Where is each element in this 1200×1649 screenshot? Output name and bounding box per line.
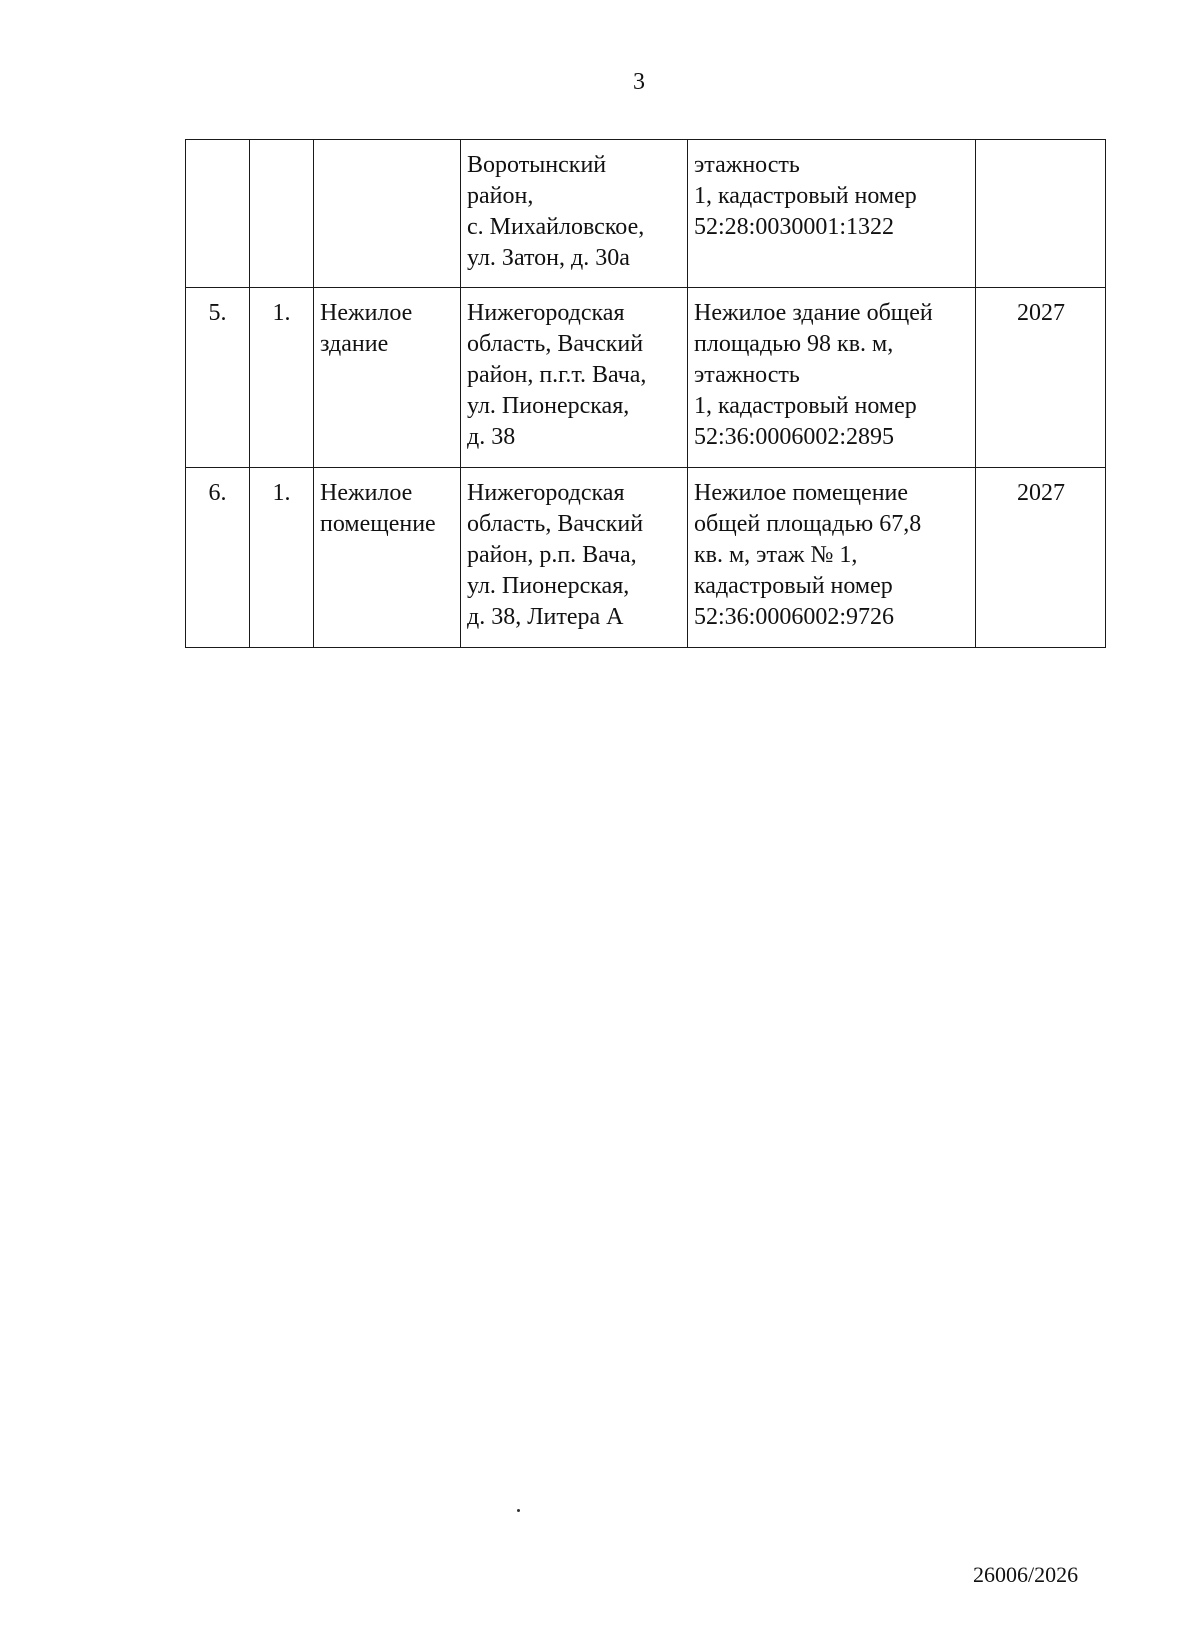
property-table xyxy=(185,139,1106,648)
sub-number-cell xyxy=(250,140,314,288)
year-cell: 2027 xyxy=(976,468,1106,648)
year-cell: 2027 xyxy=(976,288,1106,468)
description-cell: этажность 1, кадастровый номер 52:28:0030001:1322 xyxy=(688,140,976,288)
year-cell xyxy=(976,140,1106,288)
address-cell: Нижегородская область, Вачский район, п.г.т. Вача, ул. Пионерская, д. 38 xyxy=(461,288,688,468)
row-number-cell: 6. xyxy=(186,468,250,648)
table-row xyxy=(186,140,1106,288)
sub-number-cell: 1. xyxy=(250,468,314,648)
table-row xyxy=(186,468,1106,648)
sub-number-cell: 1. xyxy=(250,288,314,468)
object-type-cell: Нежилое помещение xyxy=(314,468,461,648)
table-row xyxy=(186,288,1106,468)
address-cell: Воротынский район, с. Михайловское, ул. Затон, д. 30а xyxy=(461,140,688,288)
description-cell: Нежилое помещение общей площадью 67,8 кв. м, этаж № 1, кадастровый номер 52:36:0006002:9726 xyxy=(688,468,976,648)
object-type-cell: Нежилое здание xyxy=(314,288,461,468)
row-number-cell: 5. xyxy=(186,288,250,468)
row-number-cell xyxy=(186,140,250,288)
address-cell: Нижегородская область, Вачский район, р.п. Вача, ул. Пионерская, д. 38, Литера А xyxy=(461,468,688,648)
document-number: 26006/2026 xyxy=(973,1562,1079,1587)
page-number: 3 xyxy=(633,69,645,95)
description-cell: Нежилое здание общей площадью 98 кв. м, этажность 1, кадастровый номер 52:36:0006002:2895 xyxy=(688,288,976,468)
object-type-cell xyxy=(314,140,461,288)
scan-speck xyxy=(517,1509,520,1512)
